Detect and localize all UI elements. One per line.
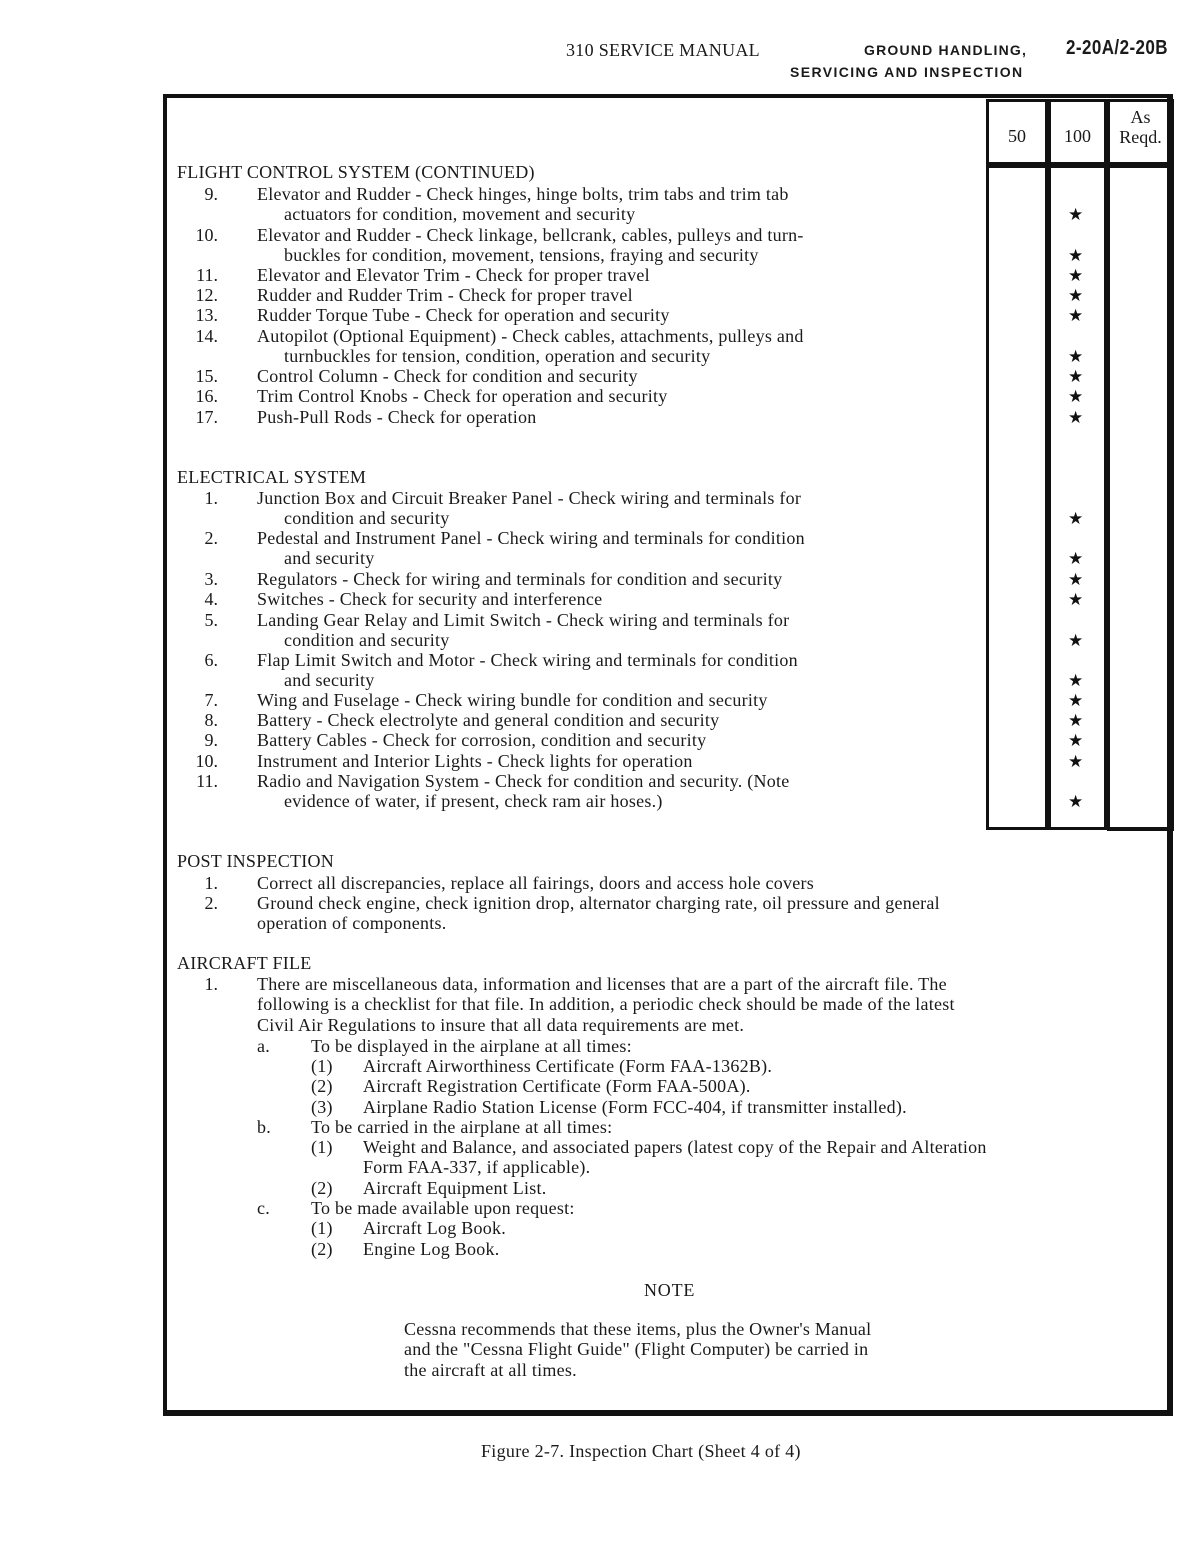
flight-control-heading: FLIGHT CONTROL SYSTEM (CONTINUED) (177, 162, 535, 182)
list-item-number: 17. (195, 407, 218, 427)
paragraph-line: following is a checklist for that file. In addition, a periodic check should be made of the latest (257, 994, 955, 1014)
paragraph-line: There are miscellaneous data, information and licenses that are a part of the aircraft file. The (257, 974, 947, 994)
list-item-continuation: buckles for condition, movement, tensions, fraying and security (284, 245, 759, 265)
list-item-continuation: evidence of water, if present, check ram air hoses.) (284, 791, 663, 811)
list-item-number: 4. (204, 589, 218, 609)
list-item-number: 11. (196, 265, 218, 285)
list-item-number: 13. (195, 305, 218, 325)
list-item-number: 15. (195, 366, 218, 386)
column-50-label: 50 (1008, 126, 1026, 146)
figure-caption: Figure 2-7. Inspection Chart (Sheet 4 of 4) (481, 1441, 801, 1461)
list-item-number: 9. (204, 730, 218, 750)
column-50-header (986, 99, 1048, 165)
column-100-label: 100 (1064, 126, 1091, 146)
list-item-continuation: actuators for condition, movement and security (284, 204, 636, 224)
list-item: Autopilot (Optional Equipment) - Check cables, attachments, pulleys and (257, 326, 804, 346)
list-item: Battery Cables - Check for corrosion, condition and security (257, 730, 707, 750)
star-icon: ★ (1068, 590, 1084, 610)
sublist-heading: To be carried in the airplane at all times: (311, 1117, 613, 1137)
sublist-item: Aircraft Equipment List. (363, 1178, 547, 1198)
note-title: NOTE (644, 1280, 696, 1300)
column-reqd-label: Reqd. (1119, 127, 1162, 147)
column-100-header (1048, 99, 1107, 165)
list-item-number: 6. (204, 650, 218, 670)
list-item-number: 3. (204, 569, 218, 589)
electrical-heading: ELECTRICAL SYSTEM (177, 467, 367, 487)
list-item: Elevator and Rudder - Check linkage, bellcrank, cables, pulleys and turn- (257, 225, 804, 245)
list-item-continuation: and security (284, 548, 375, 568)
manual-title: 310 SERVICE MANUAL (566, 40, 760, 60)
sublist-number: (1) (311, 1056, 333, 1076)
star-icon: ★ (1068, 711, 1084, 731)
star-icon: ★ (1068, 266, 1084, 286)
star-icon: ★ (1068, 570, 1084, 590)
post-inspection-heading: POST INSPECTION (177, 851, 334, 871)
section-title: GROUND HANDLING, (864, 42, 1028, 58)
interval-column-headers (986, 99, 1174, 165)
list-item: Trim Control Knobs - Check for operation and security (257, 386, 668, 406)
sublist-item: Aircraft Registration Certificate (Form FAA-500A). (363, 1076, 751, 1096)
sublist-number: (2) (311, 1178, 333, 1198)
list-item: Rudder Torque Tube - Check for operation and security (257, 305, 670, 325)
sublist-item-continuation: Form FAA-337, if applicable). (363, 1157, 591, 1177)
sublist-number: (1) (311, 1218, 333, 1238)
list-item: Rudder and Rudder Trim - Check for proper travel (257, 285, 633, 305)
list-item-continuation: and security (284, 670, 375, 690)
column-50-cells (986, 164, 1048, 830)
page-numbers: 2-20A/2-20B (1066, 37, 1169, 59)
list-item-number: 1. (204, 488, 218, 508)
subsection-title: SERVICING AND INSPECTION (790, 64, 1024, 80)
list-item-continuation: condition and security (284, 630, 450, 650)
column-as-label: As (1130, 107, 1151, 127)
list-item-number: 11. (196, 771, 218, 791)
star-icon: ★ (1068, 408, 1084, 428)
sublist-label: b. (257, 1117, 271, 1137)
list-item: Correct all discrepancies, replace all fairings, doors and access hole covers (257, 873, 815, 893)
sublist-number: (3) (311, 1097, 333, 1117)
star-icon: ★ (1068, 246, 1084, 266)
list-item-number: 10. (195, 751, 218, 771)
star-icon: ★ (1068, 671, 1084, 691)
list-item-continuation: turnbuckles for tension, condition, operation and security (284, 346, 711, 366)
sublist-heading: To be made available upon request: (311, 1198, 575, 1218)
star-icon: ★ (1068, 306, 1084, 326)
list-item: Junction Box and Circuit Breaker Panel - Check wiring and terminals for (257, 488, 802, 508)
note-line: Cessna recommends that these items, plus the Owner's Manual (404, 1319, 872, 1339)
list-item: Elevator and Elevator Trim - Check for proper travel (257, 265, 650, 285)
list-item-number: 16. (195, 386, 218, 406)
list-item-number: 1. (204, 873, 218, 893)
star-icon: ★ (1068, 347, 1084, 367)
sublist-number: (1) (311, 1137, 333, 1157)
sublist-item: Aircraft Airworthiness Certificate (Form FAA-1362B). (363, 1056, 773, 1076)
note-line: and the "Cessna Flight Guide" (Flight Computer) be carried in (404, 1339, 869, 1359)
column-as-reqd-header (1107, 99, 1174, 165)
sublist-item: Aircraft Log Book. (363, 1218, 506, 1238)
star-icon: ★ (1068, 367, 1084, 387)
list-item: Regulators - Check for wiring and terminals for condition and security (257, 569, 783, 589)
sublist-label: c. (257, 1198, 270, 1218)
list-item-number: 9. (204, 184, 218, 204)
list-item: Ground check engine, check ignition drop, alternator charging rate, oil pressure and general (257, 893, 940, 913)
list-item-number: 2. (204, 893, 218, 913)
sublist-item: Engine Log Book. (363, 1239, 500, 1259)
sublist-item: Weight and Balance, and associated papers (latest copy of the Repair and Alteration (363, 1137, 987, 1157)
list-item-number: 1. (204, 974, 218, 994)
list-item-number: 14. (195, 326, 218, 346)
sublist-item: Airplane Radio Station License (Form FCC-404, if transmitter installed). (363, 1097, 907, 1117)
column-as-reqd-cells (1107, 164, 1174, 831)
list-item-number: 10. (195, 225, 218, 245)
list-item: Control Column - Check for condition and security (257, 366, 638, 386)
list-item-number: 12. (195, 285, 218, 305)
paragraph-line: Civil Air Regulations to insure that all data requirements are met. (257, 1015, 745, 1035)
star-icon: ★ (1068, 731, 1084, 751)
star-icon: ★ (1068, 286, 1084, 306)
list-item: Elevator and Rudder - Check hinges, hinge bolts, trim tabs and trim tab (257, 184, 789, 204)
sublist-label: a. (257, 1036, 270, 1056)
star-icon: ★ (1068, 792, 1084, 812)
list-item-number: 5. (204, 610, 218, 630)
list-item: Wing and Fuselage - Check wiring bundle for condition and security (257, 690, 768, 710)
list-item-number: 8. (204, 710, 218, 730)
list-item: Instrument and Interior Lights - Check lights for operation (257, 751, 693, 771)
list-item: Switches - Check for security and interference (257, 589, 603, 609)
sublist-heading: To be displayed in the airplane at all times: (311, 1036, 632, 1056)
star-icon: ★ (1068, 387, 1084, 407)
list-item: Battery - Check electrolyte and general condition and security (257, 710, 720, 730)
list-item: Landing Gear Relay and Limit Switch - Check wiring and terminals for (257, 610, 790, 630)
note-line: the aircraft at all times. (404, 1360, 577, 1380)
list-item: Radio and Navigation System - Check for condition and security. (Note (257, 771, 790, 791)
star-icon: ★ (1068, 631, 1084, 651)
list-item-continuation: operation of components. (257, 913, 447, 933)
star-icon: ★ (1068, 509, 1084, 529)
list-item-continuation: condition and security (284, 508, 450, 528)
star-icon: ★ (1068, 549, 1084, 569)
list-item-number: 7. (204, 690, 218, 710)
list-item-number: 2. (204, 528, 218, 548)
star-icon: ★ (1068, 205, 1084, 225)
sublist-number: (2) (311, 1076, 333, 1096)
star-icon: ★ (1068, 691, 1084, 711)
aircraft-file-heading: AIRCRAFT FILE (177, 953, 312, 973)
list-item: Push-Pull Rods - Check for operation (257, 407, 537, 427)
list-item: Flap Limit Switch and Motor - Check wiring and terminals for condition (257, 650, 798, 670)
list-item: Pedestal and Instrument Panel - Check wiring and terminals for condition (257, 528, 805, 548)
star-icon: ★ (1068, 752, 1084, 772)
sublist-number: (2) (311, 1239, 333, 1259)
